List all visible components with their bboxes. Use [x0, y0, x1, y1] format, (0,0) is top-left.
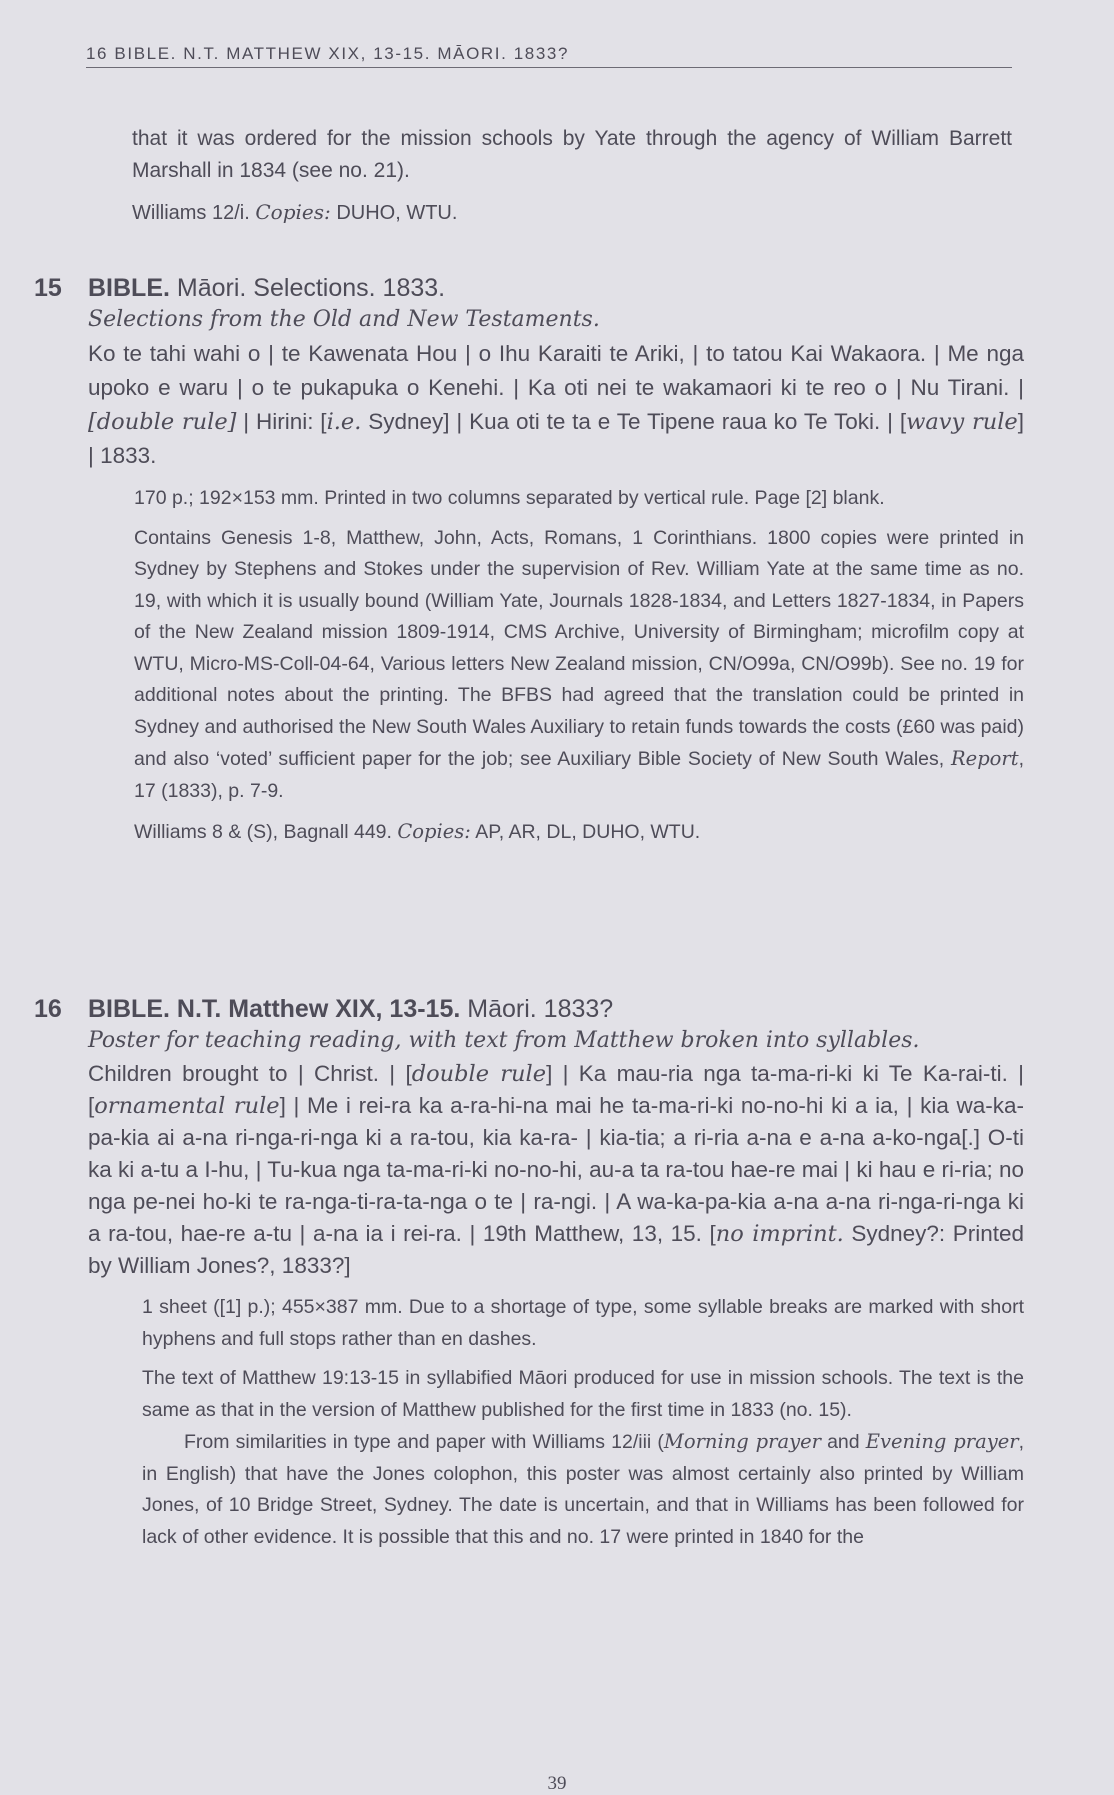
note-italic: Morning prayer: [663, 1430, 821, 1453]
entry-title-bold: BIBLE. N.T. Matthew XIX, 13-15.: [88, 995, 461, 1023]
entry-heading: [34, 274, 1024, 303]
entry-transcription: [88, 337, 1024, 473]
entry-number: 15: [34, 274, 62, 302]
note-text: , in English) that have the Jones colophon, this poster was almost certainly also printed by William Jones, of 10 Bridge Street, Sydney. The date is uncertain, and that in Williams has been followed for lack of other evidence. It is possible that this and no. 17 were printed in 1840 for the: [142, 1431, 1024, 1548]
transcription-italic: ornamental rule: [94, 1093, 280, 1119]
transcription-italic: i.e.: [326, 409, 362, 435]
transcription-italic: [double rule]: [88, 409, 237, 435]
bibliographic-note: [134, 523, 1024, 808]
transcription-text: ] | Ka mau-ria nga ta-ma-ri-ki ki Te Ka-rai-ti. | [: [88, 1061, 1025, 1118]
entry-references: [134, 816, 1024, 848]
entry-title: [88, 274, 445, 303]
entry-notes: [134, 483, 1024, 848]
copies-holdings: AP, AR, DL, DUHO, WTU.: [475, 821, 701, 843]
note-text: From similarities in type and paper with Williams 12/iii (: [184, 1431, 664, 1453]
note-italic: Evening prayer: [865, 1430, 1019, 1453]
entry-notes: [142, 1292, 1024, 1553]
copies-holdings: DUHO, WTU.: [336, 202, 458, 224]
continuation-text: that it was ordered for the mission schools by Yate through the agency of William Barrett Marshall in 1834 (see no. 21).: [132, 127, 1012, 182]
entry-subtitle: Selections from the Old and New Testaments.: [88, 307, 600, 332]
entry-number: 16: [34, 995, 62, 1023]
copies-label: Copies:: [397, 820, 471, 843]
page-number: 39: [547, 1773, 567, 1794]
reference-citation: Williams 12/i.: [132, 202, 250, 224]
transcription-italic: double rule: [411, 1061, 547, 1087]
entry-16: [34, 995, 1024, 1553]
transcription-text: ] | 1833.: [88, 409, 1024, 468]
transcription-text: Sydney?: Printed by William Jones?, 1833?]: [88, 1221, 1025, 1278]
transcription-italic: wavy rule: [906, 409, 1018, 435]
note-italic: Report: [950, 747, 1019, 770]
entry-title-rest: Māori. Selections. 1833.: [176, 274, 446, 302]
entry-transcription: [88, 1058, 1024, 1282]
transcription-text: Sydney] | Kua oti te ta e Te Tipene raua ko Te Toki. | [: [361, 409, 907, 434]
transcription-text: | Hirini: [: [236, 409, 327, 434]
bibliographic-note-continued: [142, 1426, 1024, 1553]
entry-title-bold: BIBLE.: [88, 274, 170, 302]
entry-title-rest: Māori. 1833?: [467, 995, 614, 1023]
bibliographic-note: The text of Matthew 19:13-15 in syllabified Māori produced for use in mission schools. The text is the same as that in the version of Matthew published for the first time in 1833 (no. 15).: [142, 1367, 1024, 1421]
reference-citation: Williams 8 & (S), Bagnall 449.: [134, 821, 392, 843]
entry-heading: [34, 995, 1024, 1024]
note-text: Contains Genesis 1-8, Matthew, John, Acts, Romans, 1 Corinthians. 1800 copies were printed in Sydney by Stephens and Stokes under the supervision of Rev. William Yate at the same time as no. 19, with which it is usually bound (William Yate, Journals 1828-1834, and Letters 1827-1834, in Papers of the New Zealand mission 1809-1914, CMS Archive, University of Birmingham; microfilm copy at WTU, Micro-MS-Coll-04-64, Various letters New Zealand mission, CN/O99a, CN/O99b). See no. 19 for additional notes about the printing. The BFBS had agreed that the translation could be printed in Sydney and authorised the New South Wales Auxiliary to retain funds towards the costs (£60 was paid) and also ‘voted’ sufficient paper for the job; see Auxiliary Bible Society of New South Wales,: [134, 526, 1024, 770]
physical-description: 170 p.; 192×153 mm. Printed in two columns separated by vertical rule. Page [2] blank.: [134, 487, 885, 509]
entry-title: [88, 995, 613, 1024]
transcription-text: Ko te tahi wahi o | te Kawenata Hou | o Ihu Karaiti te Ariki, | to tatou Kai Wakaora. | Me nga upoko e waru | o te pukapuka o Kenehi. | Ka oti nei te wakamaori ki te reo o | Nu Tirani. |: [88, 341, 1024, 400]
entry-subtitle: Poster for teaching reading, with text from Matthew broken into syllables.: [88, 1028, 920, 1053]
entry-15: [34, 274, 1024, 848]
transcription-text: Children brought to | Christ. | [: [88, 1061, 412, 1086]
note-text: , 17 (1833), p. 7-9.: [134, 748, 1024, 802]
copies-label: Copies:: [255, 200, 331, 224]
entry-14-continuation: [132, 123, 1012, 229]
physical-description: 1 sheet ([1] p.); 455×387 mm. Due to a shortage of type, some syllable breaks are marked with short hyphens and full stops rather than en dashes.: [142, 1296, 1024, 1350]
continuation-references: [132, 197, 1012, 229]
running-head: 16 BIBLE. N.T. MATTHEW XIX, 13-15. MĀORI. 1833?: [86, 44, 1012, 68]
note-text: and: [820, 1431, 866, 1453]
transcription-text: ] | Me i rei-ra ka a-ra-hi-na mai he ta-ma-ri-ki no-no-hi ki a ia, | kia wa-ka-pa-kia ai a-na ri-nga-ri-nga ki a ra-tou, kia ka-ra- | kia-tia; a ri-ria a-na e a-na a-ko-nga[.] O-ti ka ki a-tu a I-hu, | Tu-kua nga ta-ma-ri-ki no-no-hi, au-a ta ra-tou hae-re mai | ki hau e ri-ria; no nga pe-nei ho-ki te ra-nga-ti-ra-ta-nga o te | ra-ngi. | A wa-ka-pa-kia a-na a-na ri-nga-ri-nga ki a ra-tou, hae-re a-tu | a-na ia i rei-ra. | 19th Matthew, 13, 15. [: [88, 1093, 1024, 1246]
transcription-italic: no imprint.: [715, 1221, 844, 1247]
